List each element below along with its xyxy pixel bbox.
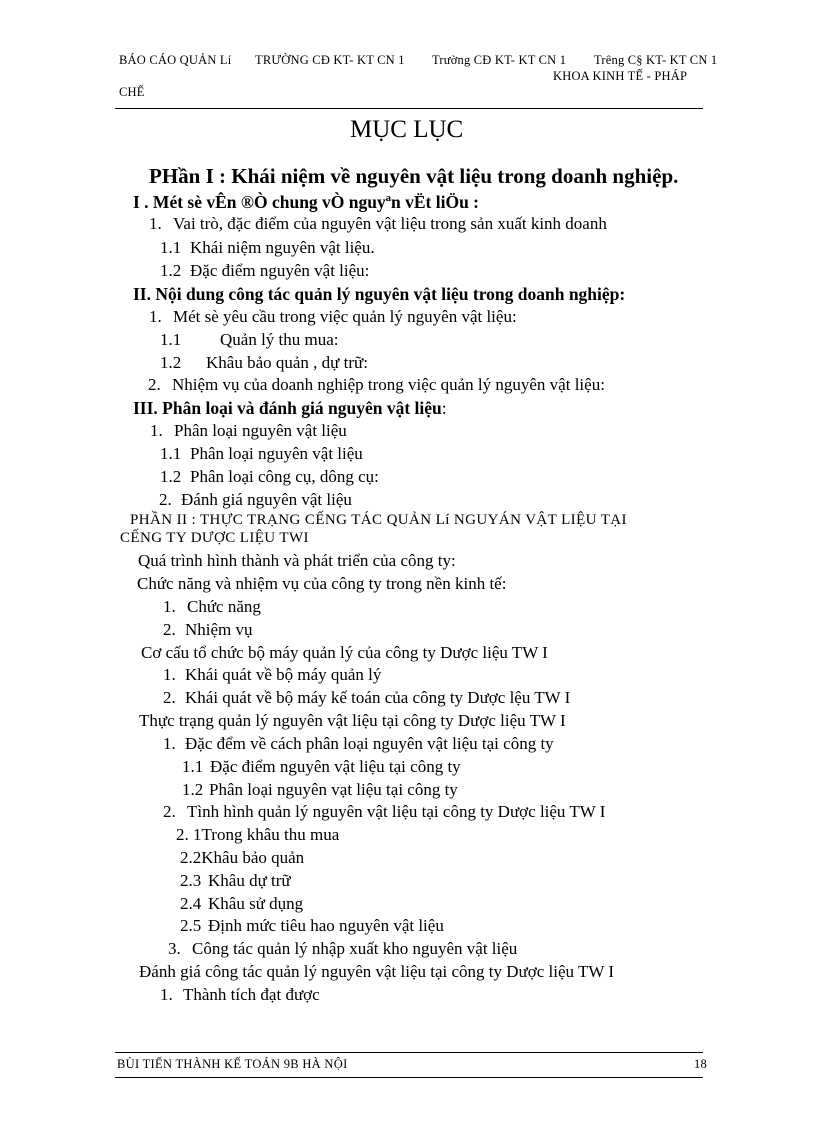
toc-item — [160, 985, 320, 1005]
toc-item — [182, 780, 458, 800]
toc-item — [148, 375, 605, 395]
toc-text: Đặc đểm về cách phân loại nguyên vật liệu tại công ty — [185, 734, 554, 753]
toc-text: Đặc điểm nguyên vật liệu tại công ty — [210, 757, 461, 776]
toc-item — [168, 939, 517, 959]
header-report-label: BÁO CÁO QUẢN Lí — [119, 53, 232, 67]
toc-number: 2.5 — [180, 916, 202, 935]
toc-text: Khâu bảo quản , dự trữ: — [206, 353, 368, 372]
toc-number: 1.2 — [160, 261, 182, 280]
toc-item — [149, 214, 607, 234]
part2-heading-line1: PHẦN II : THỰC TRẠNG CẾNG TÁC QUẢN Lí NGUYÁN VẬT LIỆU TẠI — [130, 512, 627, 528]
header-faculty: KHOA KINH TẾ - PHÁP — [553, 69, 688, 83]
toc-text: Đánh giá nguyên vật liệu — [181, 490, 352, 509]
toc-line: Thực trạng quản lý nguyên vật liệu tại công ty Dược liệu TW I — [139, 711, 566, 730]
toc-item — [160, 353, 368, 373]
toc-item — [180, 894, 303, 914]
toc-line: Quá trình hình thành và phát triển của công ty: — [138, 551, 456, 570]
toc-item — [163, 802, 605, 822]
toc-item — [149, 307, 517, 327]
toc-number: 1. — [149, 307, 162, 326]
toc-item — [160, 261, 369, 281]
toc-number: 1. — [163, 734, 176, 753]
toc-number: 2.2 — [180, 848, 202, 867]
part1-sec2-heading: II. Nội dung công tác quản lý nguyên vật liệu trong doanh nghiệp: — [133, 284, 626, 304]
toc-number: 1.2 — [182, 780, 204, 799]
toc-item — [180, 916, 444, 936]
toc-line: Chức năng và nhiệm vụ của công ty trong nền kinh tế: — [137, 574, 507, 593]
toc-text: Phân loại nguyên vạt liệu tại công ty — [209, 780, 458, 799]
footer-rule — [115, 1052, 703, 1053]
toc-number: 2.4 — [180, 894, 202, 913]
toc-text: Nhiệm vụ — [185, 620, 253, 639]
part1-sec3-heading-colon: : — [441, 398, 447, 418]
toc-number: 2. — [163, 620, 176, 639]
toc-item — [163, 665, 381, 685]
toc-number: 1. — [160, 985, 173, 1004]
toc-number: 3. — [168, 939, 181, 958]
toc-text: Khâu sử dụng — [208, 894, 304, 913]
toc-text: Phân loại nguyên vật liệu — [190, 444, 363, 463]
toc-text: Khái quát về bộ máy kế toán của công ty Dược lệu TW I — [185, 688, 571, 707]
part1-sec3-heading — [133, 398, 447, 419]
toc-number: 1.2 — [160, 467, 182, 486]
header-school-2: Trường CĐ KT- KT CN 1 — [432, 53, 567, 67]
toc-item — [159, 490, 352, 510]
toc-text: Mét sè yêu cầu trong việc quản lý nguyên vật liệu: — [173, 307, 517, 326]
toc-number: 1. — [149, 214, 162, 233]
toc-item — [160, 444, 363, 464]
toc-item — [163, 734, 554, 754]
header-school-3: Trêng C§ KT- KT CN 1 — [594, 53, 718, 67]
toc-text: Khái niệm nguyên vật liệu. — [190, 238, 375, 257]
toc-item — [176, 825, 339, 845]
toc-number: 2. — [148, 375, 161, 394]
page-title: MỤC LỤC — [350, 116, 464, 143]
toc-text: Định mức tiêu hao nguyên vật liệu — [208, 916, 444, 935]
toc-text: Tình hình quản lý nguyên vật liệu tại công ty Dược liệu TW I — [187, 802, 606, 821]
toc-number: 2. 1 — [176, 825, 202, 844]
toc-text: Vai trò, đặc điểm của nguyên vật liệu trong sản xuất kinh doanh — [173, 214, 607, 233]
part1-heading: PHần I : Khái niệm về nguyên vật liệu trong doanh nghiệp. — [149, 164, 679, 188]
toc-number: 1.1 — [160, 330, 182, 349]
toc-line: Đánh giá công tác quản lý nguyên vật liệu tại công ty Dược liệu TW I — [139, 962, 615, 981]
toc-item — [163, 597, 261, 617]
toc-item — [163, 620, 253, 640]
toc-item — [182, 757, 461, 777]
toc-number: 1.1 — [160, 238, 182, 257]
toc-number: 2.3 — [180, 871, 202, 890]
toc-number: 2. — [159, 490, 172, 509]
toc-item — [163, 688, 570, 708]
toc-number: 2. — [163, 802, 176, 821]
toc-number: 1. — [150, 421, 163, 440]
page-number: 18 — [694, 1057, 708, 1071]
part1-sec3-heading-text: III. Phân loại và đánh giá nguyên vật liệu — [133, 398, 442, 418]
toc-item — [180, 848, 304, 868]
header-school-1: TRƯỜNG CĐ KT- KT CN 1 — [255, 53, 405, 67]
part2-heading-line2: CẾNG TY DƯỢC LIỆU TWI — [120, 530, 309, 546]
toc-text: Khái quát về bộ máy quản lý — [185, 665, 382, 684]
toc-number: 1. — [163, 665, 176, 684]
toc-line: Cơ cấu tổ chức bộ máy quản lý của công ty Dược liệu TW I — [141, 643, 548, 662]
header-faculty-continued: CHẾ — [119, 85, 145, 99]
toc-text: Khâu dự trữ — [208, 871, 291, 890]
toc-item — [160, 467, 379, 487]
toc-item — [180, 871, 291, 891]
toc-text: Trong khâu thu mua — [201, 825, 340, 844]
toc-item — [150, 421, 347, 441]
footer-bottom-rule — [115, 1077, 703, 1078]
toc-text: Khâu bảo quản — [201, 848, 305, 867]
toc-text: Công tác quản lý nhập xuất kho nguyên vật liệu — [192, 939, 518, 958]
toc-text: Đặc điểm nguyên vật liệu: — [190, 261, 370, 280]
toc-text: Nhiệm vụ của doanh nghiệp trong việc quản lý nguyên vật liệu: — [172, 375, 605, 394]
toc-number: 1.2 — [160, 353, 182, 372]
header-rule — [115, 108, 703, 109]
toc-item — [160, 238, 375, 258]
toc-text: Chức năng — [187, 597, 261, 616]
toc-number: 2. — [163, 688, 176, 707]
toc-text: Phân loại công cụ, dông cụ: — [190, 467, 379, 486]
toc-text: Thành tích đạt được — [183, 985, 320, 1004]
toc-item — [160, 330, 339, 350]
part1-sec1-heading: I . Mét sè vÊn ®Ò chung vÒ nguyªn vËt liÖu : — [133, 192, 480, 212]
toc-text: Phân loại nguyên vật liệu — [174, 421, 347, 440]
toc-text: Quản lý thu mua: — [220, 330, 339, 349]
toc-number: 1.1 — [182, 757, 204, 776]
footer-author: BÙI TIẾN THÀNH KẾ TOÁN 9B HÀ NỘI — [117, 1057, 348, 1071]
toc-number: 1.1 — [160, 444, 182, 463]
toc-number: 1. — [163, 597, 176, 616]
